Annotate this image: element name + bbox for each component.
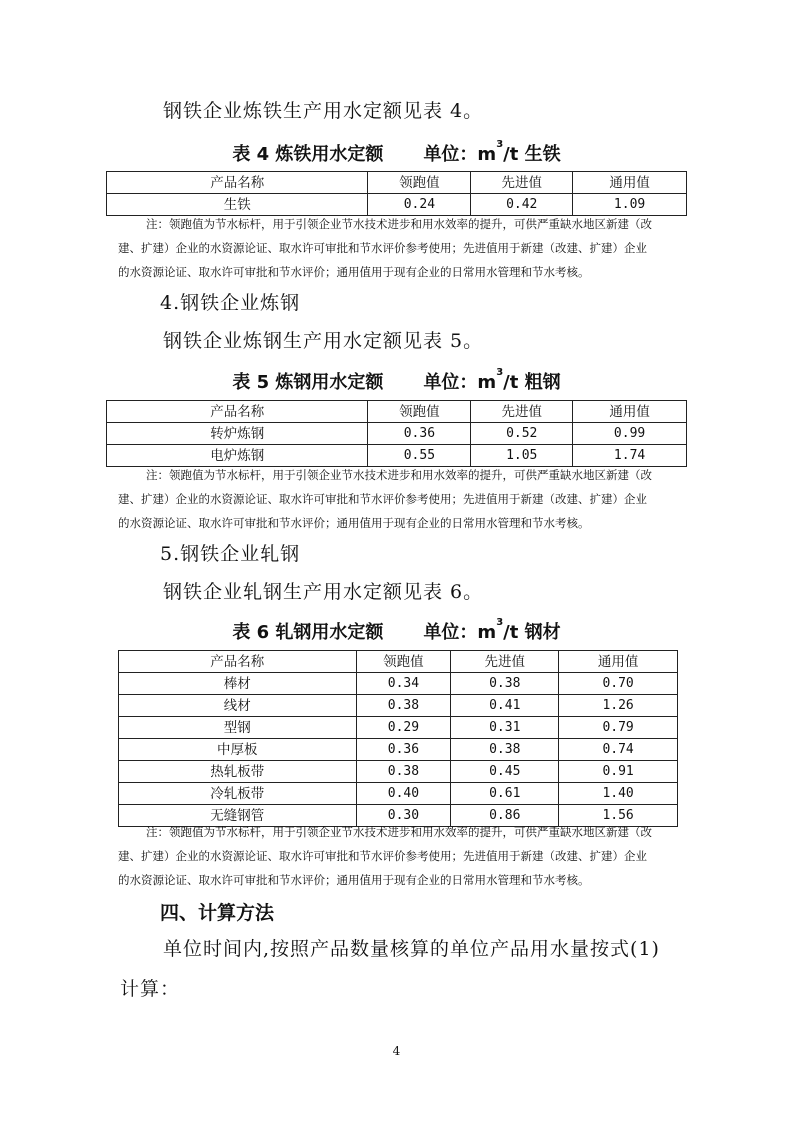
table-row [119, 739, 678, 761]
header-leading-value: 领跑值 [356, 651, 451, 673]
section-heading-rolling: 5.钢铁企业轧钢 [160, 543, 301, 565]
header-advanced-value: 先进值 [471, 401, 573, 423]
cell-general: 1.40 [559, 783, 678, 805]
table4-caption-unit-sup: 3 [496, 139, 504, 150]
header-leading-value: 领跑值 [368, 172, 471, 194]
table6-caption-unit-suffix: /t 钢材 [503, 622, 561, 643]
cell-general: 0.99 [573, 423, 687, 445]
note-line: 建、扩建）企业的水资源论证、取水许可审批和节水评价参考使用；先进值用于新建（改建、扩建）企业 [118, 492, 647, 506]
table-header-row [107, 401, 687, 423]
table5-caption [0, 368, 793, 394]
table5-note [118, 463, 678, 535]
cell-leading: 0.36 [356, 739, 451, 761]
section-heading-calculation: 四、计算方法 [160, 902, 275, 924]
note-line: 注：领跑值为节水标杆，用于引领企业节水技术进步和用水效率的提升，可供严重缺水地区新建（改 [146, 468, 652, 482]
cell-advanced: 0.45 [451, 761, 559, 783]
table-row [107, 423, 687, 445]
table-row [119, 717, 678, 739]
table5 [106, 400, 687, 467]
cell-product: 棒材 [119, 673, 357, 695]
header-product-name: 产品名称 [119, 651, 357, 673]
table-row [119, 695, 678, 717]
cell-advanced: 0.86 [451, 805, 559, 827]
table6-caption [0, 618, 793, 644]
cell-general: 0.70 [559, 673, 678, 695]
cell-product: 电炉炼钢 [107, 445, 368, 467]
table6 [118, 650, 678, 827]
header-advanced-value: 先进值 [471, 172, 573, 194]
table4-caption-unit-suffix: /t 生铁 [503, 144, 561, 165]
table-row [119, 673, 678, 695]
cell-general: 1.74 [573, 445, 687, 467]
cell-advanced: 0.61 [451, 783, 559, 805]
cell-product: 型钢 [119, 717, 357, 739]
note-line: 建、扩建）企业的水资源论证、取水许可审批和节水评价参考使用；先进值用于新建（改建、扩建）企业 [118, 241, 647, 255]
header-leading-value: 领跑值 [368, 401, 471, 423]
cell-advanced: 0.52 [471, 423, 573, 445]
section-heading-steelmaking: 4.钢铁企业炼钢 [160, 292, 301, 314]
table6-caption-unit-sup: 3 [496, 617, 504, 628]
paragraph-calc-line2: 计算： [120, 978, 181, 1000]
note-line: 的水资源论证、取水许可审批和节水评价；通用值用于现有企业的日常用水管理和节水考核。 [118, 265, 590, 279]
cell-advanced: 0.31 [451, 717, 559, 739]
page-number: 4 [392, 1044, 401, 1058]
header-advanced-value: 先进值 [451, 651, 559, 673]
table4-caption [0, 140, 793, 166]
cell-leading: 0.24 [368, 194, 471, 216]
note-line: 注：领跑值为节水标杆，用于引领企业节水技术进步和用水效率的提升，可供严重缺水地区新建（改 [146, 825, 652, 839]
cell-product: 中厚板 [119, 739, 357, 761]
cell-general: 0.79 [559, 717, 678, 739]
cell-leading: 0.55 [368, 445, 471, 467]
cell-product: 生铁 [107, 194, 368, 216]
paragraph-calc-line1: 单位时间内,按照产品数量核算的单位产品用水量按式(1) [163, 938, 660, 960]
cell-product: 转炉炼钢 [107, 423, 368, 445]
header-general-value: 通用值 [573, 401, 687, 423]
cell-product: 无缝钢管 [119, 805, 357, 827]
table4-caption-title: 表 4 炼铁用水定额 [232, 144, 384, 165]
cell-leading: 0.29 [356, 717, 451, 739]
cell-product: 热轧板带 [119, 761, 357, 783]
cell-general: 1.56 [559, 805, 678, 827]
cell-general: 0.91 [559, 761, 678, 783]
table-header-row [107, 172, 687, 194]
cell-leading: 0.40 [356, 783, 451, 805]
paragraph-table6-intro: 钢铁企业轧钢生产用水定额见表 6。 [163, 581, 484, 603]
cell-leading: 0.36 [368, 423, 471, 445]
table4-note [118, 212, 678, 284]
cell-general: 1.09 [573, 194, 687, 216]
header-general-value: 通用值 [559, 651, 678, 673]
cell-leading: 0.38 [356, 761, 451, 783]
cell-advanced: 0.38 [451, 673, 559, 695]
cell-leading: 0.30 [356, 805, 451, 827]
paragraph-table5-intro: 钢铁企业炼钢生产用水定额见表 5。 [163, 330, 484, 352]
cell-general: 0.74 [559, 739, 678, 761]
cell-advanced: 1.05 [471, 445, 573, 467]
note-line: 注：领跑值为节水标杆，用于引领企业节水技术进步和用水效率的提升，可供严重缺水地区新建（改 [146, 217, 652, 231]
table5-caption-title: 表 5 炼钢用水定额 [232, 372, 384, 393]
cell-product: 冷轧板带 [119, 783, 357, 805]
cell-advanced: 0.42 [471, 194, 573, 216]
table6-caption-unit-prefix: 单位：m [423, 622, 497, 643]
table5-caption-unit-sup: 3 [496, 367, 504, 378]
cell-general: 1.26 [559, 695, 678, 717]
table-row [119, 783, 678, 805]
table5-caption-unit-suffix: /t 粗钢 [503, 372, 561, 393]
cell-advanced: 0.38 [451, 739, 559, 761]
note-line: 建、扩建）企业的水资源论证、取水许可审批和节水评价参考使用；先进值用于新建（改建、扩建）企业 [118, 849, 647, 863]
paragraph-table4-intro: 钢铁企业炼铁生产用水定额见表 4。 [163, 100, 484, 122]
table-row [119, 761, 678, 783]
cell-leading: 0.34 [356, 673, 451, 695]
table6-caption-title: 表 6 轧钢用水定额 [232, 622, 384, 643]
table4-caption-unit-prefix: 单位：m [423, 144, 497, 165]
cell-product: 线材 [119, 695, 357, 717]
cell-advanced: 0.41 [451, 695, 559, 717]
table4 [106, 171, 687, 216]
cell-leading: 0.38 [356, 695, 451, 717]
note-line: 的水资源论证、取水许可审批和节水评价；通用值用于现有企业的日常用水管理和节水考核。 [118, 516, 590, 530]
table6-note [118, 820, 678, 892]
header-product-name: 产品名称 [107, 401, 368, 423]
header-product-name: 产品名称 [107, 172, 368, 194]
note-line: 的水资源论证、取水许可审批和节水评价；通用值用于现有企业的日常用水管理和节水考核。 [118, 873, 590, 887]
header-general-value: 通用值 [573, 172, 687, 194]
table5-caption-unit-prefix: 单位：m [423, 372, 497, 393]
table-header-row [119, 651, 678, 673]
